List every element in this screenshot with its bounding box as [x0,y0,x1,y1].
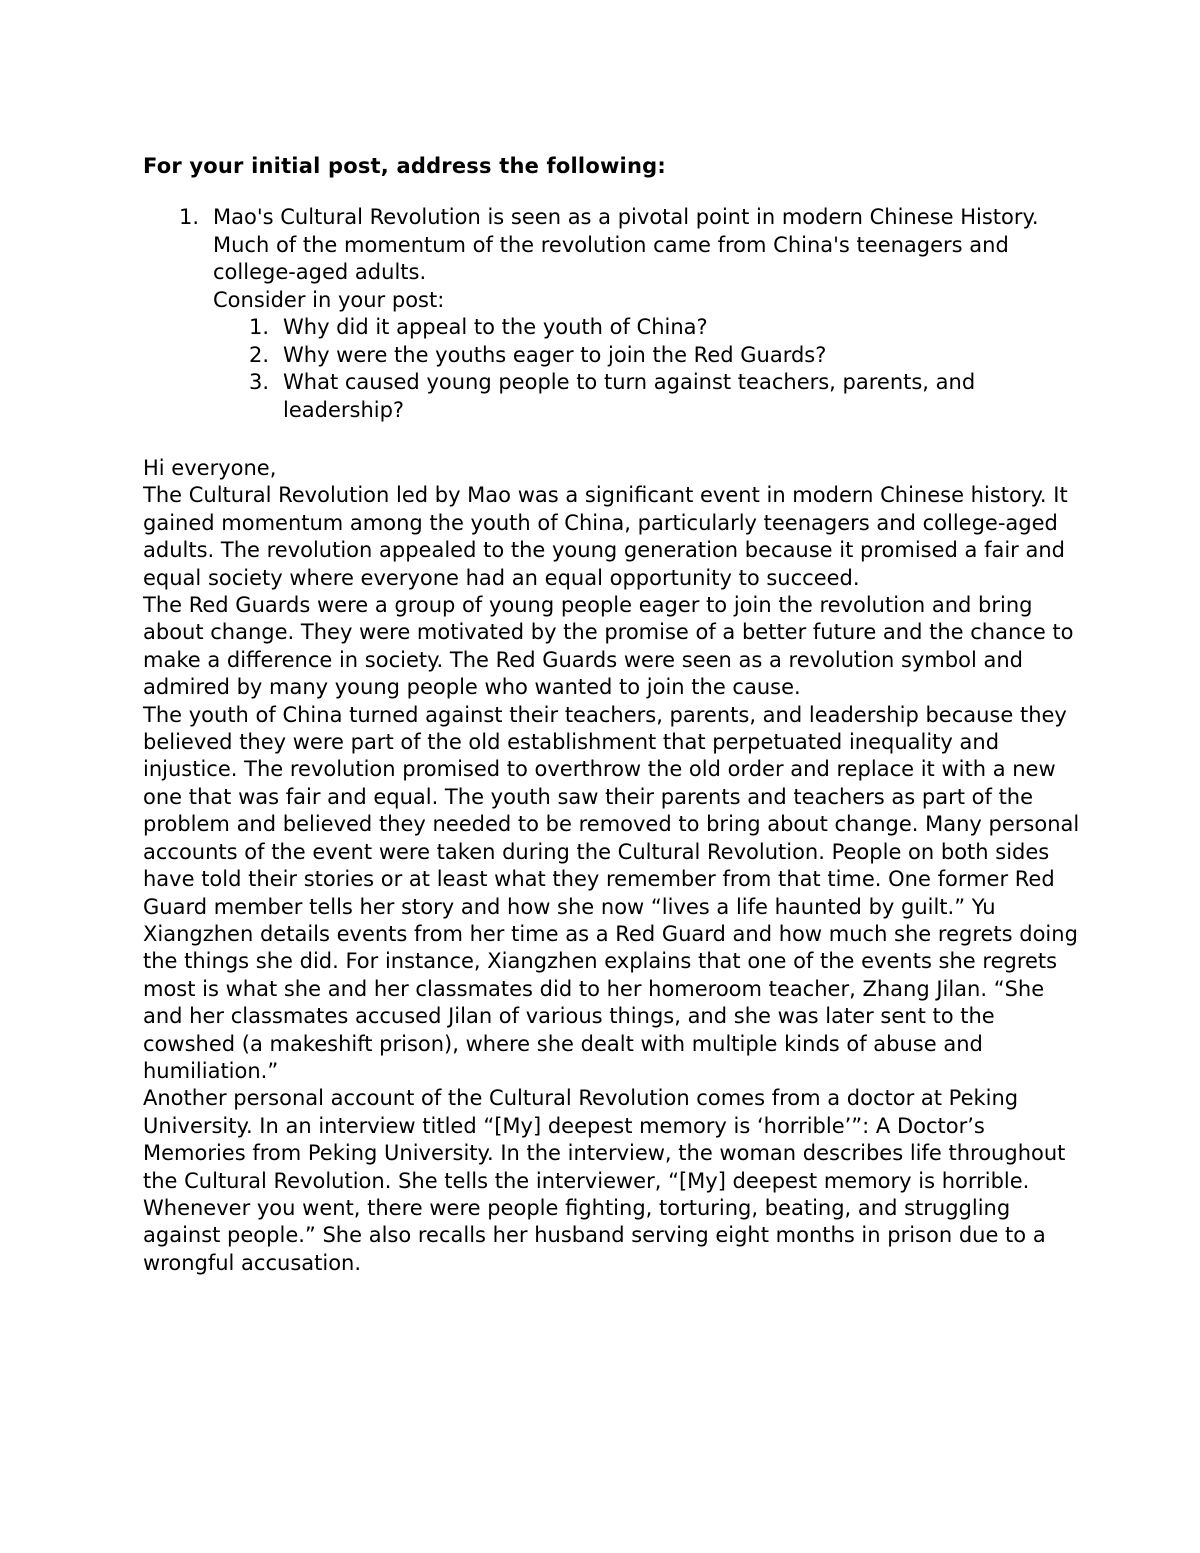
sub-question: Why did it appeal to the youth of China? [283,315,708,339]
list-number: 1. [249,315,270,339]
list-item [213,342,1083,370]
consider-label: Consider in your post: [213,287,445,312]
list-number: 3. [249,370,270,394]
sub-question: Why were the youths eager to join the Red Guards? [283,342,827,367]
prompt-list [143,204,1083,424]
paragraph: The Red Guards were a group of young people eager to join the revolution and bring about change. They were motivated by the promise of a better future and the chance to make a difference in society. The Red Guards were seen as a revolution symbol and admired by many young people who wanted to join the cause. [143,593,1074,700]
paragraph: Another personal account of the Cultural Revolution comes from a doctor at Peking University. In an interview titled “[My] deepest memory is ‘horrible’”: A Doctor’s Memories from Peking University. In the interview, the woman describes life throughout the Cultural Revolution. She tells the interviewer, “[My] deepest memory is horrible. Whenever you went, there were people fighting, torturing, beating, and struggling against people.” She also recalls her husband serving eight months in prison due to a wrongful accusation. [143,1086,1066,1275]
paragraph: The youth of China turned against their teachers, parents, and leadership because they believed they were part of the old establishment that perpetuated inequality and injustice. The revolution promised to overthrow the old order and replace it with a new one that was fair and equal. The youth saw their parents and teachers as part of the problem and believed they needed to be removed to bring about change. Many personal accounts of the event were taken during the Cultural Revolution. People on both sides have told their stories or at least what they remember from that time. One former Red Guard member tells her story and how she now “lives a life haunted by guilt.” Yu Xiangzhen details events from her time as a Red Guard and how much she regrets doing the things she did. For instance, Xiangzhen explains that one of the events she regrets most is what she and her classmates did to her homeroom teacher, Zhang Jilan. “She and her classmates accused Jilan of various things, and she was later sent to the cowshed (a makeshift prison), where she dealt with multiple kinds of abuse and humiliation.” [143,702,1080,1083]
prompt-heading: For your initial post, address the following: [143,154,666,178]
list-number: 2. [249,342,270,367]
prompt-question: Mao's Cultural Revolution is seen as a pivotal point in modern Chinese History. Much of the momentum of the revolution came from China's teenagers and college-aged adults. [213,205,1039,284]
sub-question: What caused young people to turn against teachers, parents, and leadership? [283,370,976,422]
list-number: 1. [179,205,200,229]
response-body [143,455,1083,1277]
document-page [143,152,1083,1277]
list-item [213,314,1083,342]
list-item [143,204,1083,424]
greeting: Hi everyone, [143,456,277,480]
paragraph: The Cultural Revolution led by Mao was a significant event in modern Chinese history. It gained momentum among the youth of China, particularly teenagers and college-aged adults. The revolution appealed to the young generation because it promised a fair and equal society where everyone had an equal opportunity to succeed. [143,483,1068,590]
sub-question-list [213,314,1083,424]
list-item [213,369,1083,424]
